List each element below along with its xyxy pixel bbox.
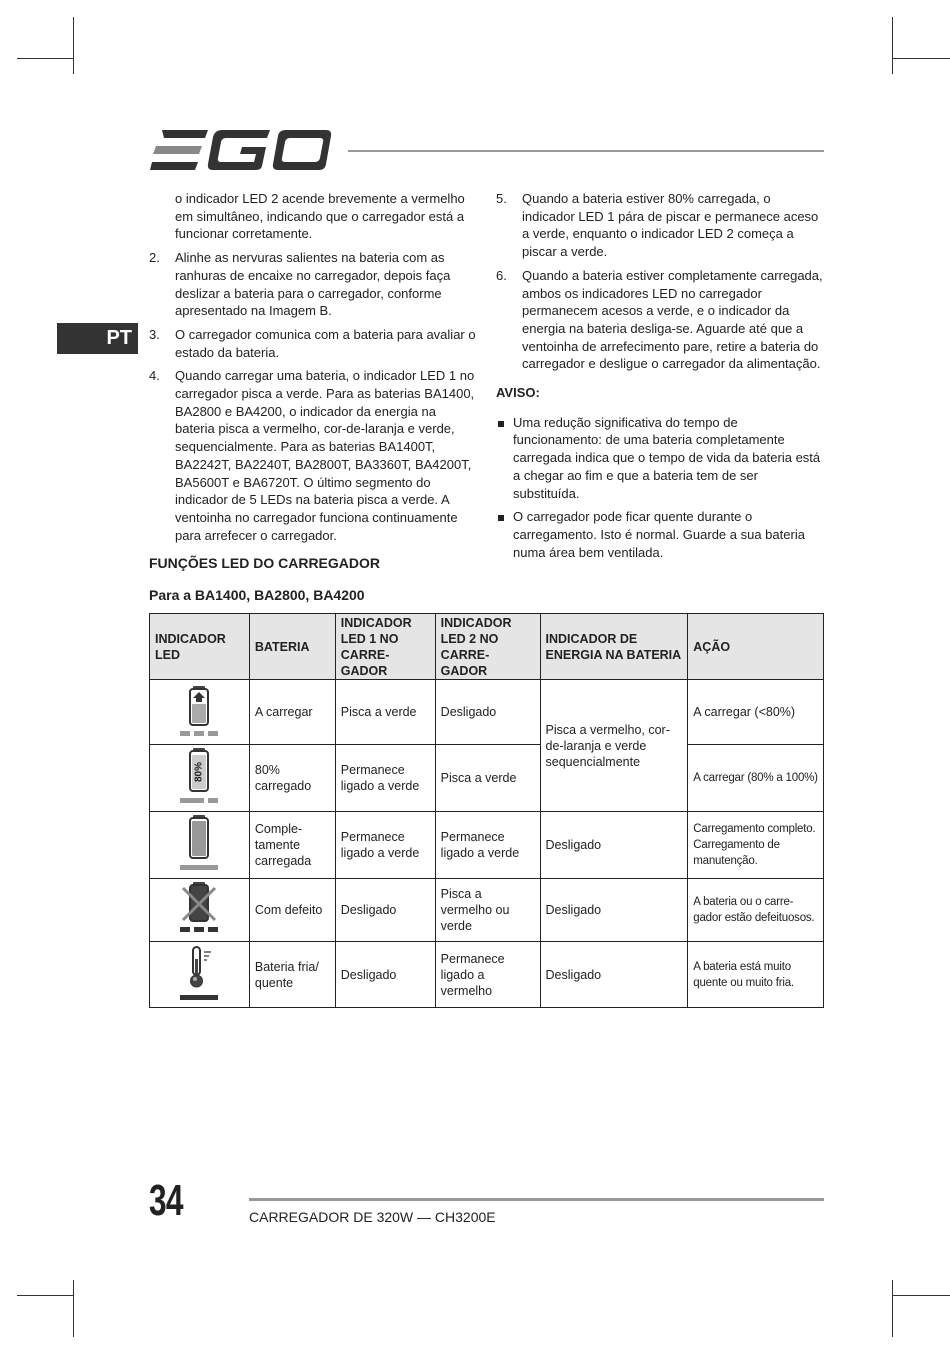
column-header: INDICADOR LED 2 NO CARRE-GADOR [435, 614, 540, 680]
table-row [150, 745, 824, 812]
table-cell: Desligado [335, 879, 435, 942]
table-cell: Permanece ligado a verde [335, 745, 435, 812]
crop-mark [17, 1295, 74, 1296]
ego-logo [150, 128, 332, 172]
battery-percent-label: 80% [194, 761, 206, 783]
table-cell: Pisca a verde [335, 680, 435, 745]
column-header: BATERIA [249, 614, 335, 680]
language-tab: PT [57, 323, 138, 354]
table-cell: A bateria ou o carre-gador estão defeituosos. [688, 879, 824, 942]
footer-rule [249, 1198, 824, 1201]
item-number: 4. [149, 368, 160, 384]
table-cell: Pisca a verde [435, 745, 540, 812]
item-text: Quando a bateria estiver completamente carregada, ambos os indicadores LED no carregador permanecem acesos a verde, e o indicador da energia na bateria desliga-se. Aguarde até que a ventoinha de arrefecimento pare, retire a bateria do carregador e desligue o carregador da alimentação. [522, 267, 823, 372]
table-cell: Desligado [540, 812, 688, 879]
table-cell: Permanece ligado a vermelho [435, 942, 540, 1008]
battery-defective-icon [177, 880, 221, 936]
crop-mark [17, 58, 74, 59]
table-cell: Desligado [540, 879, 688, 942]
right-column [496, 190, 826, 567]
table-cell: Permanece ligado a verde [335, 812, 435, 879]
square-bullet-icon [498, 515, 504, 521]
list-item [149, 326, 479, 361]
table-title: Para a BA1400, BA2800, BA4200 [149, 587, 365, 603]
table-header-row [150, 614, 824, 680]
table-cell: Bateria fria/ quente [249, 942, 335, 1008]
led-indicator-cell [150, 745, 250, 812]
table-cell: A carregar (<80%) [688, 680, 824, 745]
item-number: 3. [149, 326, 160, 342]
table-cell: Desligado [540, 942, 688, 1008]
crop-mark [892, 17, 893, 74]
list-item [496, 267, 826, 373]
table-cell: Desligado [335, 942, 435, 1008]
column-header: INDICADOR LED 1 NO CARRE-GADOR [335, 614, 435, 680]
table-cell: Com defeito [249, 879, 335, 942]
warning-text: O carregador pode ficar quente durante o carregamento. Isto é normal. Guarde a sua bateria numa área bem ventilada. [513, 509, 805, 560]
header-rule [348, 150, 824, 152]
left-column [149, 190, 479, 550]
crop-mark [73, 1280, 74, 1337]
crop-mark [892, 1280, 893, 1337]
column-header: AÇÃO [688, 614, 824, 680]
led-indicator-cell [150, 942, 250, 1008]
warning-title: AVISO: [496, 385, 540, 401]
table-cell: A carregar (80% a 100%) [688, 745, 824, 812]
list-item [149, 367, 479, 544]
table-cell: Carregamento completo. Carregamento de manutenção. [688, 812, 824, 879]
table-cell: Desligado [435, 680, 540, 745]
led-functions-table [149, 613, 824, 1008]
column-header: INDICADOR LED [150, 614, 250, 680]
page-number: 34 [149, 1176, 183, 1225]
table-row [150, 879, 824, 942]
item-number: 6. [496, 267, 507, 283]
column-header: INDICADOR DE ENERGIA NA BATERIA [540, 614, 688, 680]
item-text: Alinhe as nervuras salientes na bateria com as ranhuras de encaixe no carregador, depois faça deslizar a bateria para o carregador, conforme apresentado na Imagem B. [175, 250, 451, 319]
section-title: FUNÇÕES LED DO CARREGADOR [149, 555, 381, 571]
crop-mark [73, 17, 74, 74]
table-cell: Pisca a vermelho, cor-de-laranja e verde sequencialmente [540, 680, 688, 812]
thermometer-icon [177, 943, 221, 1003]
item-text: O carregador comunica com a bateria para avaliar o estado da bateria. [175, 326, 476, 360]
crop-mark [892, 58, 950, 59]
footer-title: CARREGADOR DE 320W — CH3200E [249, 1209, 496, 1225]
battery-80-percent-icon [177, 746, 221, 806]
table-cell: A carregar [249, 680, 335, 745]
warning-item [496, 414, 826, 503]
list-item [149, 249, 479, 320]
table-row [150, 942, 824, 1008]
item-number: 5. [496, 191, 507, 206]
square-bullet-icon [498, 421, 504, 427]
led-indicator-cell [150, 680, 250, 745]
table-cell: Pisca a vermelho ou verde [435, 879, 540, 942]
continuation-text: o indicador LED 2 acende brevemente a vermelho em simultâneo, indicando que o carregador está a funcionar corretamente. [175, 191, 465, 242]
table-cell: Permanece ligado a verde [435, 812, 540, 879]
item-text: Quando a bateria estiver 80% carregada, o indicador LED 1 pára de piscar e permanece aceso a verde, enquanto o indicador LED 2 começa a piscar a verde. [522, 191, 819, 260]
battery-charging-icon [177, 682, 221, 738]
warning-item [496, 508, 826, 561]
led-indicator-cell [150, 812, 250, 879]
table-cell: Comple-tamente carregada [249, 812, 335, 879]
table-row [150, 680, 824, 745]
list-item [496, 190, 826, 261]
crop-mark [892, 1295, 950, 1296]
led-indicator-cell [150, 879, 250, 942]
table-row [150, 812, 824, 879]
battery-full-icon [177, 813, 221, 873]
table-cell: A bateria está muito quente ou muito fria. [688, 942, 824, 1008]
item-text: Quando carregar uma bateria, o indicador LED 1 no carregador pisca a verde. Para as baterias BA1400, BA2800 e BA4200, o indicador da energia na bateria pisca a vermelho, cor-de-laranja e verde, sequencialmente. Para as baterias BA1400T, BA2242T, BA2240T, BA2800T, BA3360T, BA4200T, BA5600T e BA6720T. O último segmento do indicador de 5 LEDs na bateria pisca a verde. A ventoinha no carregador funciona continuamente para arrefecer o carregador. [175, 368, 475, 543]
table-cell: 80% carregado [249, 745, 335, 812]
warning-text: Uma redução significativa do tempo de funcionamento: de uma bateria completamente carregada indica que o tempo de vida da bateria está a chegar ao fim e que a bateria tem de ser substituída. [513, 414, 821, 501]
item-number: 2. [149, 250, 160, 266]
